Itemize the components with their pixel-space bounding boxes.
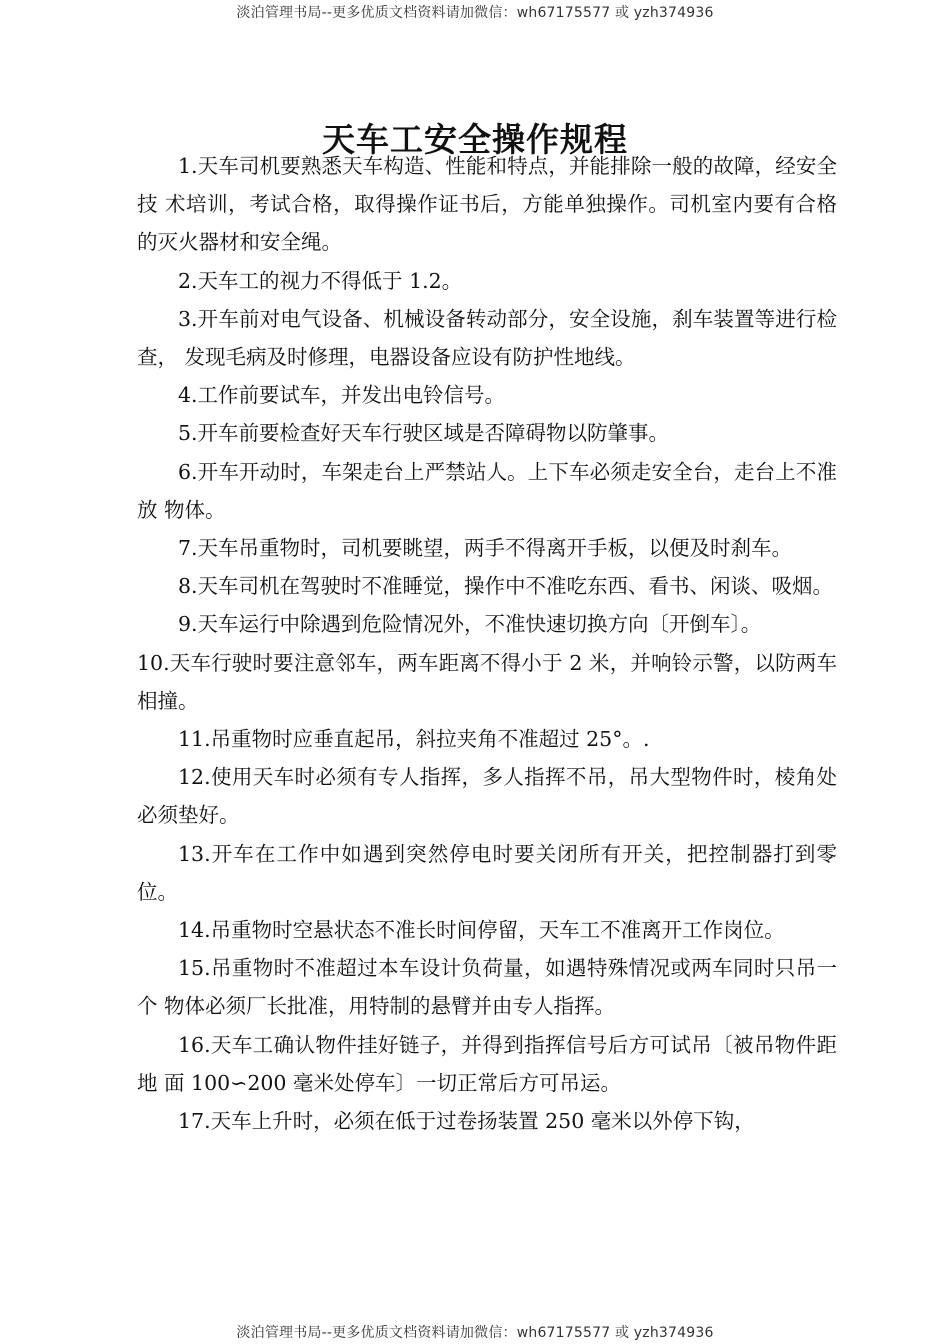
rule-paragraph-5: 5.开车前要检查好天车行驶区域是否障碍物以防肇事。 bbox=[178, 421, 670, 446]
rule-paragraph-1: 1.天车司机要熟悉天车构造、性能和特点，并能排除一般的故障，经安全技 术培训，考试合格，取得操作证书后，方能单独操作。司机室内要有合格的灭火器材和安全绳。 bbox=[137, 154, 837, 255]
rule-paragraph-14: 14.吊重物时空悬状态不准长时间停留，天车工不准离开工作岗位。 bbox=[178, 918, 785, 943]
rule-paragraph-16: 16.天车工确认物件挂好链子，并得到指挥信号后方可试吊〔被吊物件距地 面 100∽200 毫米处停车〕一切正常后方可吊运。 bbox=[137, 1032, 837, 1095]
page-footer: 淡泊管理书局--更多优质文档资料请加微信：wh67175577 或 yzh374936 bbox=[236, 1325, 714, 1341]
rule-paragraph-2: 2.天车工的视力不得低于 1.2。 bbox=[178, 268, 463, 293]
rule-paragraph-15: 15.吊重物时不准超过本车设计负荷量，如遇特殊情况或两车同时只吊一个 物体必须厂长批准，用特制的悬臂并由专人指挥。 bbox=[137, 956, 837, 1019]
rule-paragraph-10: 10.天车行驶时要注意邻车，两车距离不得小于 2 米，并响铃示警，以防两车相撞。 bbox=[137, 650, 837, 713]
rule-paragraph-7: 7.天车吊重物时，司机要眺望，两手不得离开手板，以便及时刹车。 bbox=[178, 536, 793, 561]
rule-paragraph-12: 12.使用天车时必须有专人指挥，多人指挥不吊，吊大型物件时，棱角处必须垫好。 bbox=[137, 765, 837, 828]
rule-paragraph-6: 6.开车开动时，车架走台上严禁站人。上下车必须走安全台，走台上不准放 物体。 bbox=[137, 459, 837, 522]
rule-paragraph-4: 4.工作前要试车，并发出电铃信号。 bbox=[178, 383, 506, 408]
document-body bbox=[137, 147, 837, 1140]
page-header: 淡泊管理书局--更多优质文档资料请加微信：wh67175577 或 yzh374936 bbox=[236, 5, 714, 21]
rule-paragraph-9: 9.天车运行中除遇到危险情况外，不准快速切换方向〔开倒车〕。 bbox=[178, 612, 762, 637]
rule-paragraph-11: 11.吊重物时应垂直起吊，斜拉夹角不准超过 25°。. bbox=[178, 727, 650, 752]
rule-paragraph-17: 17.天车上升时，必须在低于过卷扬装置 250 毫米以外停下钩， bbox=[178, 1109, 755, 1134]
document-title: 天车工安全操作规程 bbox=[322, 120, 628, 160]
rule-paragraph-13: 13.开车在工作中如遇到突然停电时要关闭所有开关，把控制器打到零位。 bbox=[137, 841, 837, 904]
rule-paragraph-8: 8.天车司机在驾驶时不准睡觉，操作中不准吃东西、看书、闲谈、吸烟。 bbox=[178, 574, 834, 599]
rule-paragraph-3: 3.开车前对电气设备、机械设备转动部分，安全设施，刹车装置等进行检查， 发现毛病及时修理，电器设备应设有防护性地线。 bbox=[137, 306, 837, 370]
